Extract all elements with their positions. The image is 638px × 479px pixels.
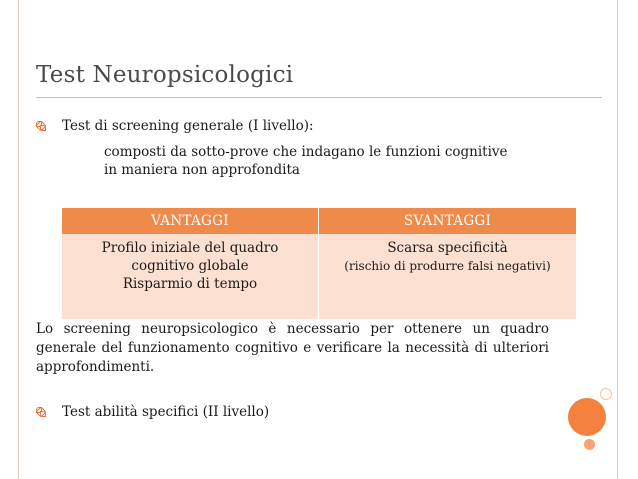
header-vantaggi: VANTAGGI — [62, 208, 319, 234]
screening-description-line2: in maniera non approfondita — [104, 162, 300, 178]
bullet-specific-tests-text: Test abilità specifici (II livello) — [62, 404, 270, 420]
pros-cons-table — [62, 208, 576, 319]
svantaggi-line1: Scarsa specificità — [387, 240, 508, 256]
bullet-screening-text: Test di screening generale (I livello): — [62, 118, 314, 134]
header-svantaggi: SVANTAGGI — [319, 208, 577, 234]
bullet-screening — [36, 118, 314, 134]
vantaggi-line3: Risparmio di tempo — [122, 276, 258, 292]
title-divider — [36, 97, 602, 98]
cell-vantaggi — [62, 234, 319, 319]
slide-left-border — [18, 0, 19, 479]
ornament-bullet-icon — [36, 407, 46, 417]
bullet-specific-tests — [36, 404, 269, 420]
screening-description — [104, 143, 508, 179]
slide-title: Test Neuropsicologici — [36, 62, 294, 88]
ornament-bullet-icon — [36, 121, 46, 131]
slide-right-border — [617, 0, 618, 479]
vantaggi-line2: cognitivo globale — [131, 258, 249, 274]
screening-paragraph: Lo screening neuropsicologico è necessario per ottenere un quadro generale del funzionamento cognitivo e verificare la necessità di ulteriori approfondimenti. — [36, 321, 549, 375]
decor-circle-outline — [600, 388, 612, 400]
svantaggi-line2: (rischio di produrre falsi negativi) — [344, 259, 551, 273]
vantaggi-line1: Profilo iniziale del quadro — [101, 240, 279, 256]
cell-svantaggi — [319, 234, 577, 319]
screening-description-line1: composti da sotto-prove che indagano le funzioni cognitive — [104, 144, 508, 160]
decor-circle-small — [584, 439, 595, 450]
decor-circle-large — [568, 398, 606, 436]
